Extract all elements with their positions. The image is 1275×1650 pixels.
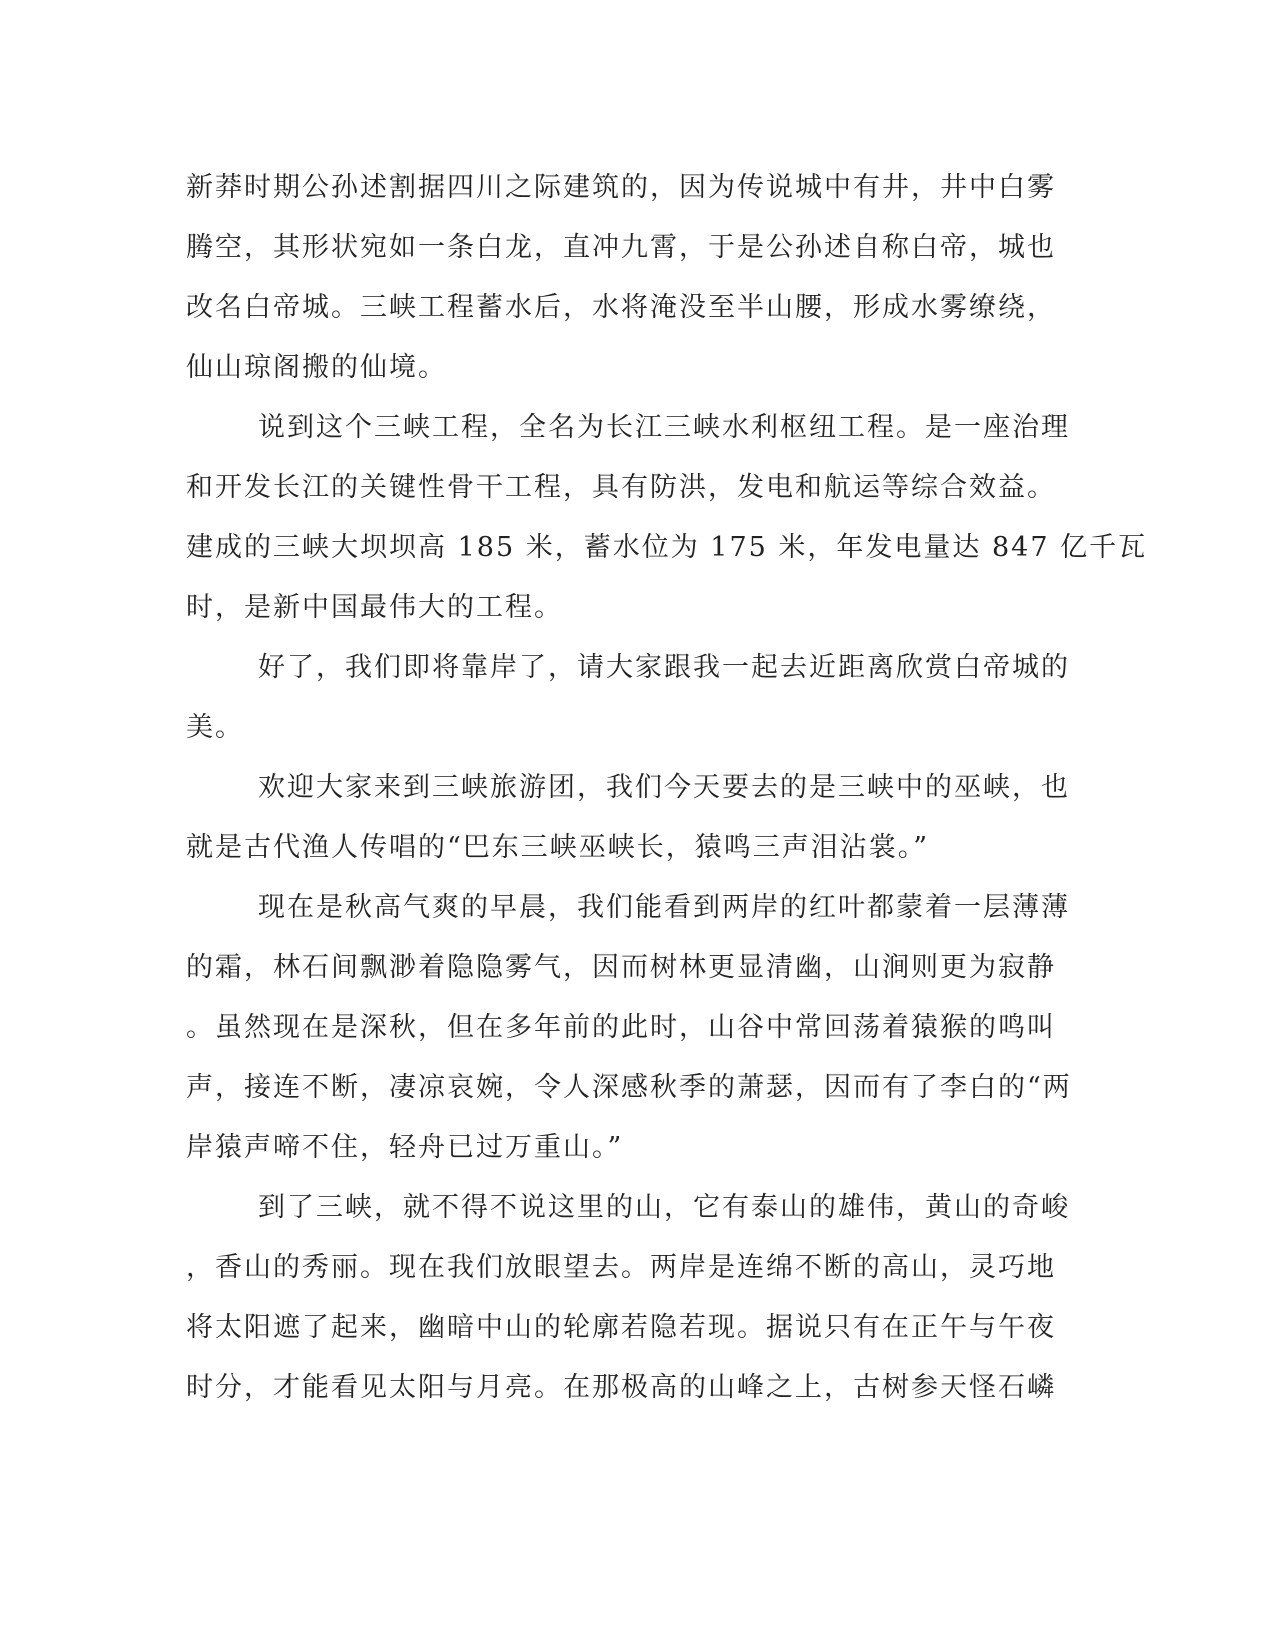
text-line: 改名白帝城。三峡工程蓄水后，水将淹没至半山腰，形成水雾缭绕，	[186, 292, 1056, 323]
text-line: 时分，才能看见太阳与月亮。在那极高的山峰之上，古树参天怪石嶙	[186, 1372, 1056, 1403]
text-line: 的霜，林石间飘渺着隐隐雾气，因而树林更显清幽，山涧则更为寂静	[186, 952, 1056, 983]
text-line: 美。	[186, 712, 244, 743]
text-line: 将太阳遮了起来，幽暗中山的轮廓若隐若现。据说只有在正午与午夜	[186, 1312, 1056, 1343]
paragraph-start-line: 现在是秋高气爽的早晨，我们能看到两岸的红叶都蒙着一层薄薄	[258, 892, 1070, 923]
paragraph-start-line: 说到这个三峡工程，全名为长江三峡水利枢纽工程。是一座治理	[258, 412, 1070, 443]
text-line: 时，是新中国最伟大的工程。	[186, 592, 563, 623]
paragraph-start-line: 欢迎大家来到三峡旅游团，我们今天要去的是三峡中的巫峡，也	[258, 772, 1070, 803]
text-line: 。虽然现在是深秋，但在多年前的此时，山谷中常回荡着猿猴的鸣叫	[186, 1012, 1056, 1043]
text-line: 就是古代渔人传唱的“巴东三峡巫峡长，猿鸣三声泪沾裳。”	[186, 832, 930, 863]
text-line: 岸猿声啼不住，轻舟已过万重山。”	[186, 1132, 624, 1163]
paragraph-start-line: 好了，我们即将靠岸了，请大家跟我一起去近距离欣赏白帝城的	[258, 652, 1070, 683]
paragraph-start-line: 到了三峡，就不得不说这里的山，它有泰山的雄伟，黄山的奇峻	[258, 1192, 1070, 1223]
text-line: 建成的三峡大坝坝高 185 米，蓄水位为 175 米，年发电量达 847 亿千瓦	[186, 532, 1148, 563]
text-line: 和开发长江的关键性骨干工程，具有防洪，发电和航运等综合效益。	[186, 472, 1056, 503]
text-line: 腾空，其形状宛如一条白龙，直冲九霄，于是公孙述自称白帝，城也	[186, 232, 1056, 263]
text-line: ，香山的秀丽。现在我们放眼望去。两岸是连绵不断的高山，灵巧地	[186, 1252, 1056, 1283]
text-line: 新莽时期公孙述割据四川之际建筑的，因为传说城中有井，井中白雾	[186, 172, 1056, 203]
text-line: 声，接连不断，凄凉哀婉，令人深感秋季的萧瑟，因而有了李白的“两	[186, 1072, 1072, 1103]
text-line: 仙山琼阁搬的仙境。	[186, 352, 447, 383]
body-text	[186, 158, 1148, 1418]
